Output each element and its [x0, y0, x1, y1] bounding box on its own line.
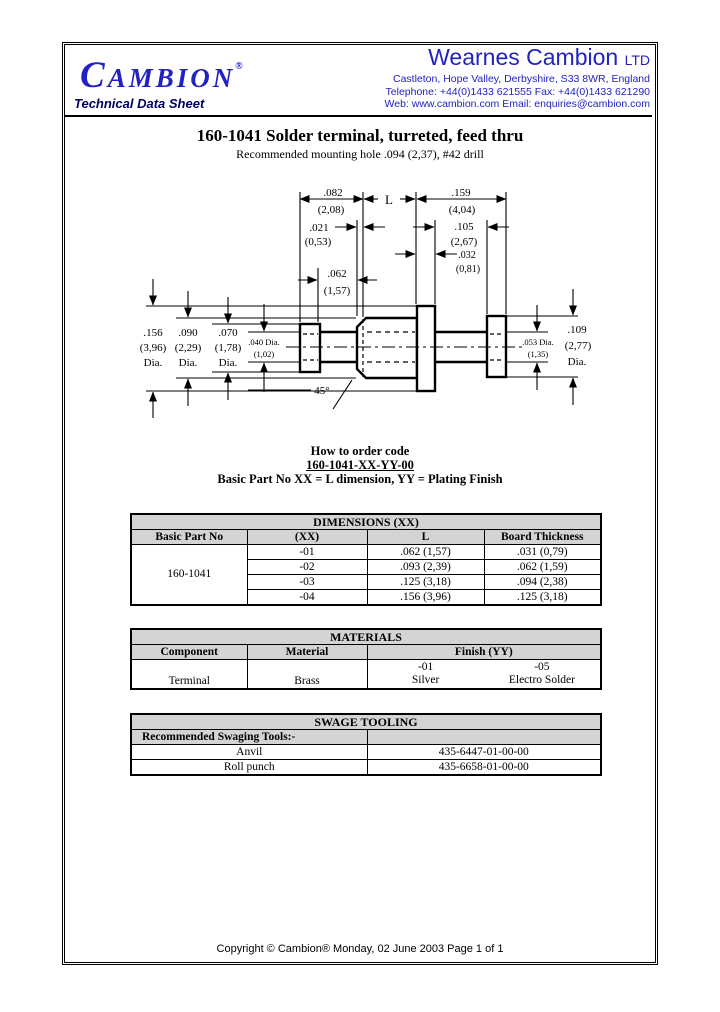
registered-mark-icon: ® [235, 61, 243, 72]
finish-code: -05 [534, 660, 550, 673]
dim-109-mm: (2,77) [564, 340, 592, 352]
col-header-material: Material [247, 645, 367, 660]
swage-table-title: SWAGE TOOLING [131, 714, 601, 730]
dim-156-in: .156 [143, 327, 163, 339]
dim-090-in: .090 [178, 327, 198, 339]
dim-090-mm: (2,29) [174, 342, 202, 354]
finish-name: Silver [411, 673, 440, 686]
dim-L-label: L [385, 192, 393, 207]
col-header-basic-part-no: Basic Part No [131, 530, 247, 545]
xx-cell: -02 [247, 560, 367, 575]
dim-082-in: .082 [323, 187, 343, 199]
board-cell: .094 (2,38) [484, 575, 601, 590]
col-header-xx: (XX) [247, 530, 367, 545]
dim-156-mm: (3,96) [139, 342, 167, 354]
materials-table-title: MATERIALS [131, 629, 601, 645]
dim-105-mm: (2,67) [450, 236, 478, 248]
finish-names-row [368, 674, 601, 687]
tool-part-number-cell: 435-6658-01-00-00 [367, 760, 601, 776]
dim-159-mm: (4,04) [448, 204, 476, 216]
dim-021-in: .021 [309, 222, 329, 234]
company-suffix: LTD [624, 52, 650, 68]
tool-part-number-cell: 435-6447-01-00-00 [367, 745, 601, 760]
order-code-value: 160-1041-XX-YY-00 [306, 458, 414, 472]
dim-070-mm: (1,78) [214, 342, 242, 354]
copyright-footer: Copyright © Cambion® Monday, 02 June 2003 Page 1 of 1 [216, 943, 504, 955]
basic-part-no-cell: 160-1041 [131, 545, 247, 606]
l-cell: .156 (3,96) [367, 590, 484, 606]
dim-082-mm: (2,08) [317, 204, 345, 216]
table-row [131, 760, 601, 776]
dim-105-in: .105 [454, 221, 474, 233]
dim-109-in: .109 [567, 324, 587, 336]
finish-code: -01 [417, 660, 434, 673]
xx-cell: -03 [247, 575, 367, 590]
dim-070-in: .070 [218, 327, 238, 339]
order-code-heading: How to order code [310, 444, 410, 458]
dim-021-mm: (0,53) [304, 236, 332, 248]
extension-lines [143, 192, 578, 409]
order-code-explanation: Basic Part No XX = L dimension, YY = Plating Finish [217, 472, 503, 486]
dim-062-mm: (1,57) [323, 285, 351, 297]
dim-159-in: .159 [451, 187, 471, 199]
col-header-board-thickness: Board Thickness [484, 530, 601, 545]
dimensions-table-title: DIMENSIONS (XX) [131, 514, 601, 530]
col-header-component: Component [131, 645, 247, 660]
board-cell: .031 (0,79) [484, 545, 601, 560]
table-row [131, 660, 601, 689]
material-cell: Brass [247, 660, 367, 689]
dim-109-sfx: Dia. [567, 356, 587, 368]
logo-text: AMBION [107, 63, 236, 93]
dim-062-in: .062 [327, 268, 347, 280]
board-cell: .062 (1,59) [484, 560, 601, 575]
page-border [62, 42, 658, 965]
xx-cell: -04 [247, 590, 367, 606]
dim-040-in: .040 Dia. [248, 337, 280, 347]
company-phone: Telephone: +44(0)1433 621555 Fax: +44(0)1433 621290 [385, 85, 650, 98]
materials-table [130, 628, 602, 690]
cambion-logo [80, 54, 243, 97]
empty-cell [367, 730, 601, 745]
col-header-l: L [367, 530, 484, 545]
table-row [131, 745, 601, 760]
board-cell: .125 (3,18) [484, 590, 601, 606]
tool-cell: Roll punch [131, 760, 367, 776]
finish-cell [367, 660, 601, 689]
dimensions-table [130, 513, 602, 606]
swaging-tools-label: Recommended Swaging Tools:- [131, 730, 367, 745]
doc-type-label: Technical Data Sheet [74, 96, 205, 111]
table-row [131, 545, 601, 560]
company-header [385, 45, 650, 111]
dim-032-in: .032 [458, 250, 476, 261]
col-header-finish: Finish (YY) [367, 645, 601, 660]
l-cell: .093 (2,39) [367, 560, 484, 575]
dim-032-mm: (0,81) [455, 264, 481, 275]
dim-156-sfx: Dia. [143, 357, 163, 369]
dim-053-in: .053 Dia. [522, 337, 554, 347]
company-web: Web: www.cambion.com Email: enquiries@cambion.com [384, 98, 650, 110]
page-subtitle: Recommended mounting hole .094 (2,37), #42 drill [236, 147, 484, 161]
dim-040-mm: (1,02) [253, 349, 275, 359]
tool-cell: Anvil [131, 745, 367, 760]
company-address: Castleton, Hope Valley, Derbyshire, S33 8WR, England [393, 73, 650, 85]
page-title: 160-1041 Solder terminal, turreted, feed thru [196, 126, 524, 145]
swage-tooling-table [130, 713, 602, 776]
finish-codes-row [368, 661, 601, 674]
logo-initial: C [80, 55, 108, 96]
finish-name: Electro Solder [508, 673, 575, 686]
xx-cell: -01 [247, 545, 367, 560]
header-divider [65, 115, 652, 117]
dim-070-sfx: Dia. [218, 357, 238, 369]
l-cell: .062 (1,57) [367, 545, 484, 560]
component-cell: Terminal [131, 660, 247, 689]
dim-053-mm: (1,35) [527, 349, 549, 359]
order-code-block [62, 444, 658, 486]
l-cell: .125 (3,18) [367, 575, 484, 590]
dim-090-sfx: Dia. [178, 357, 198, 369]
chamfer-angle-label: 45° [314, 385, 330, 397]
company-name: Wearnes Cambion LTD [428, 44, 650, 70]
terminal-drawing [130, 183, 630, 430]
